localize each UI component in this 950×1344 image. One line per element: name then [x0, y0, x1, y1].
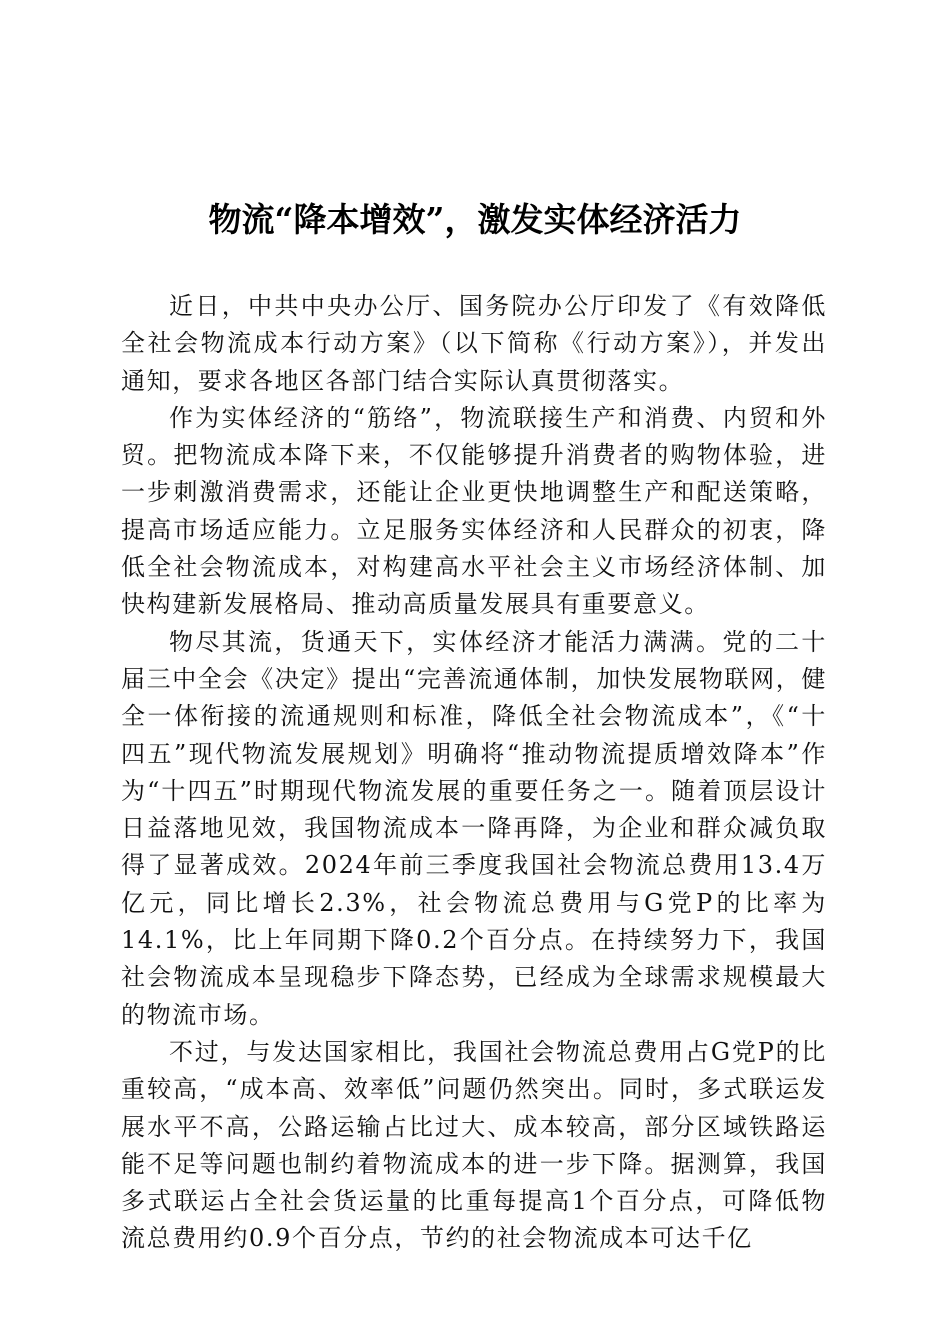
paragraph-1: 近日，中共中央办公厅、国务院办公厅印发了《有效降低全社会物流成本行动方案》（以下简称《行动方案》），并发出通知，要求各地区各部门结合实际认真贯彻落实。	[121, 292, 827, 395]
paragraph-3: 物尽其流，货通天下，实体经济才能活力满满。党的二十届三中全会《决定》提出“完善流通体制，加快发展物联网，健全一体衔接的流通规则和标准，降低全社会物流成本”，《“十四五”现代物流发展规划》明确将“推动物流提质增效降本”作为“十四五”时期现代物流发展的重要任务之一。随着顶层设计日益落地见效，我国物流成本一降再降，为企业和群众减负取得了显著成效。2024年前三季度我国社会物流总费用13.4万亿元，同比增长2.3%，社会物流总费用与G党P的比率为14.1%，比上年同期下降0.2个百分点。在持续努力下，我国社会物流成本呈现稳步下降态势，已经成为全球需求规模最大的物流市场。	[121, 627, 827, 1029]
paragraph-4: 不过，与发达国家相比，我国社会物流总费用占G党P的比重较高，“成本高、效率低”问题仍然突出。同时，多式联运发展水平不高，公路运输占比过大、成本较高，部分区域铁路运能不足等问题也制约着物流成本的进一步下降。据测算，我国多式联运占全社会货运量的比重每提高1个百分点，可降低物流总费用约0.9个百分点，节约的社会物流成本可达千亿	[121, 1037, 827, 1253]
paragraph-2: 作为实体经济的“筋络”，物流联接生产和消费、内贸和外贸。把物流成本降下来，不仅能够提升消费者的购物体验，进一步刺激消费需求，还能让企业更快地调整生产和配送策略，提高市场适应能力。立足服务实体经济和人民群众的初衷，降低全社会物流成本，对构建高水平社会主义市场经济体制、加快构建新发展格局、推动高质量发展具有重要意义。	[121, 403, 827, 619]
document-body	[121, 288, 827, 1258]
document-title: 物流“降本增效”，激发实体经济活力	[208, 200, 742, 239]
